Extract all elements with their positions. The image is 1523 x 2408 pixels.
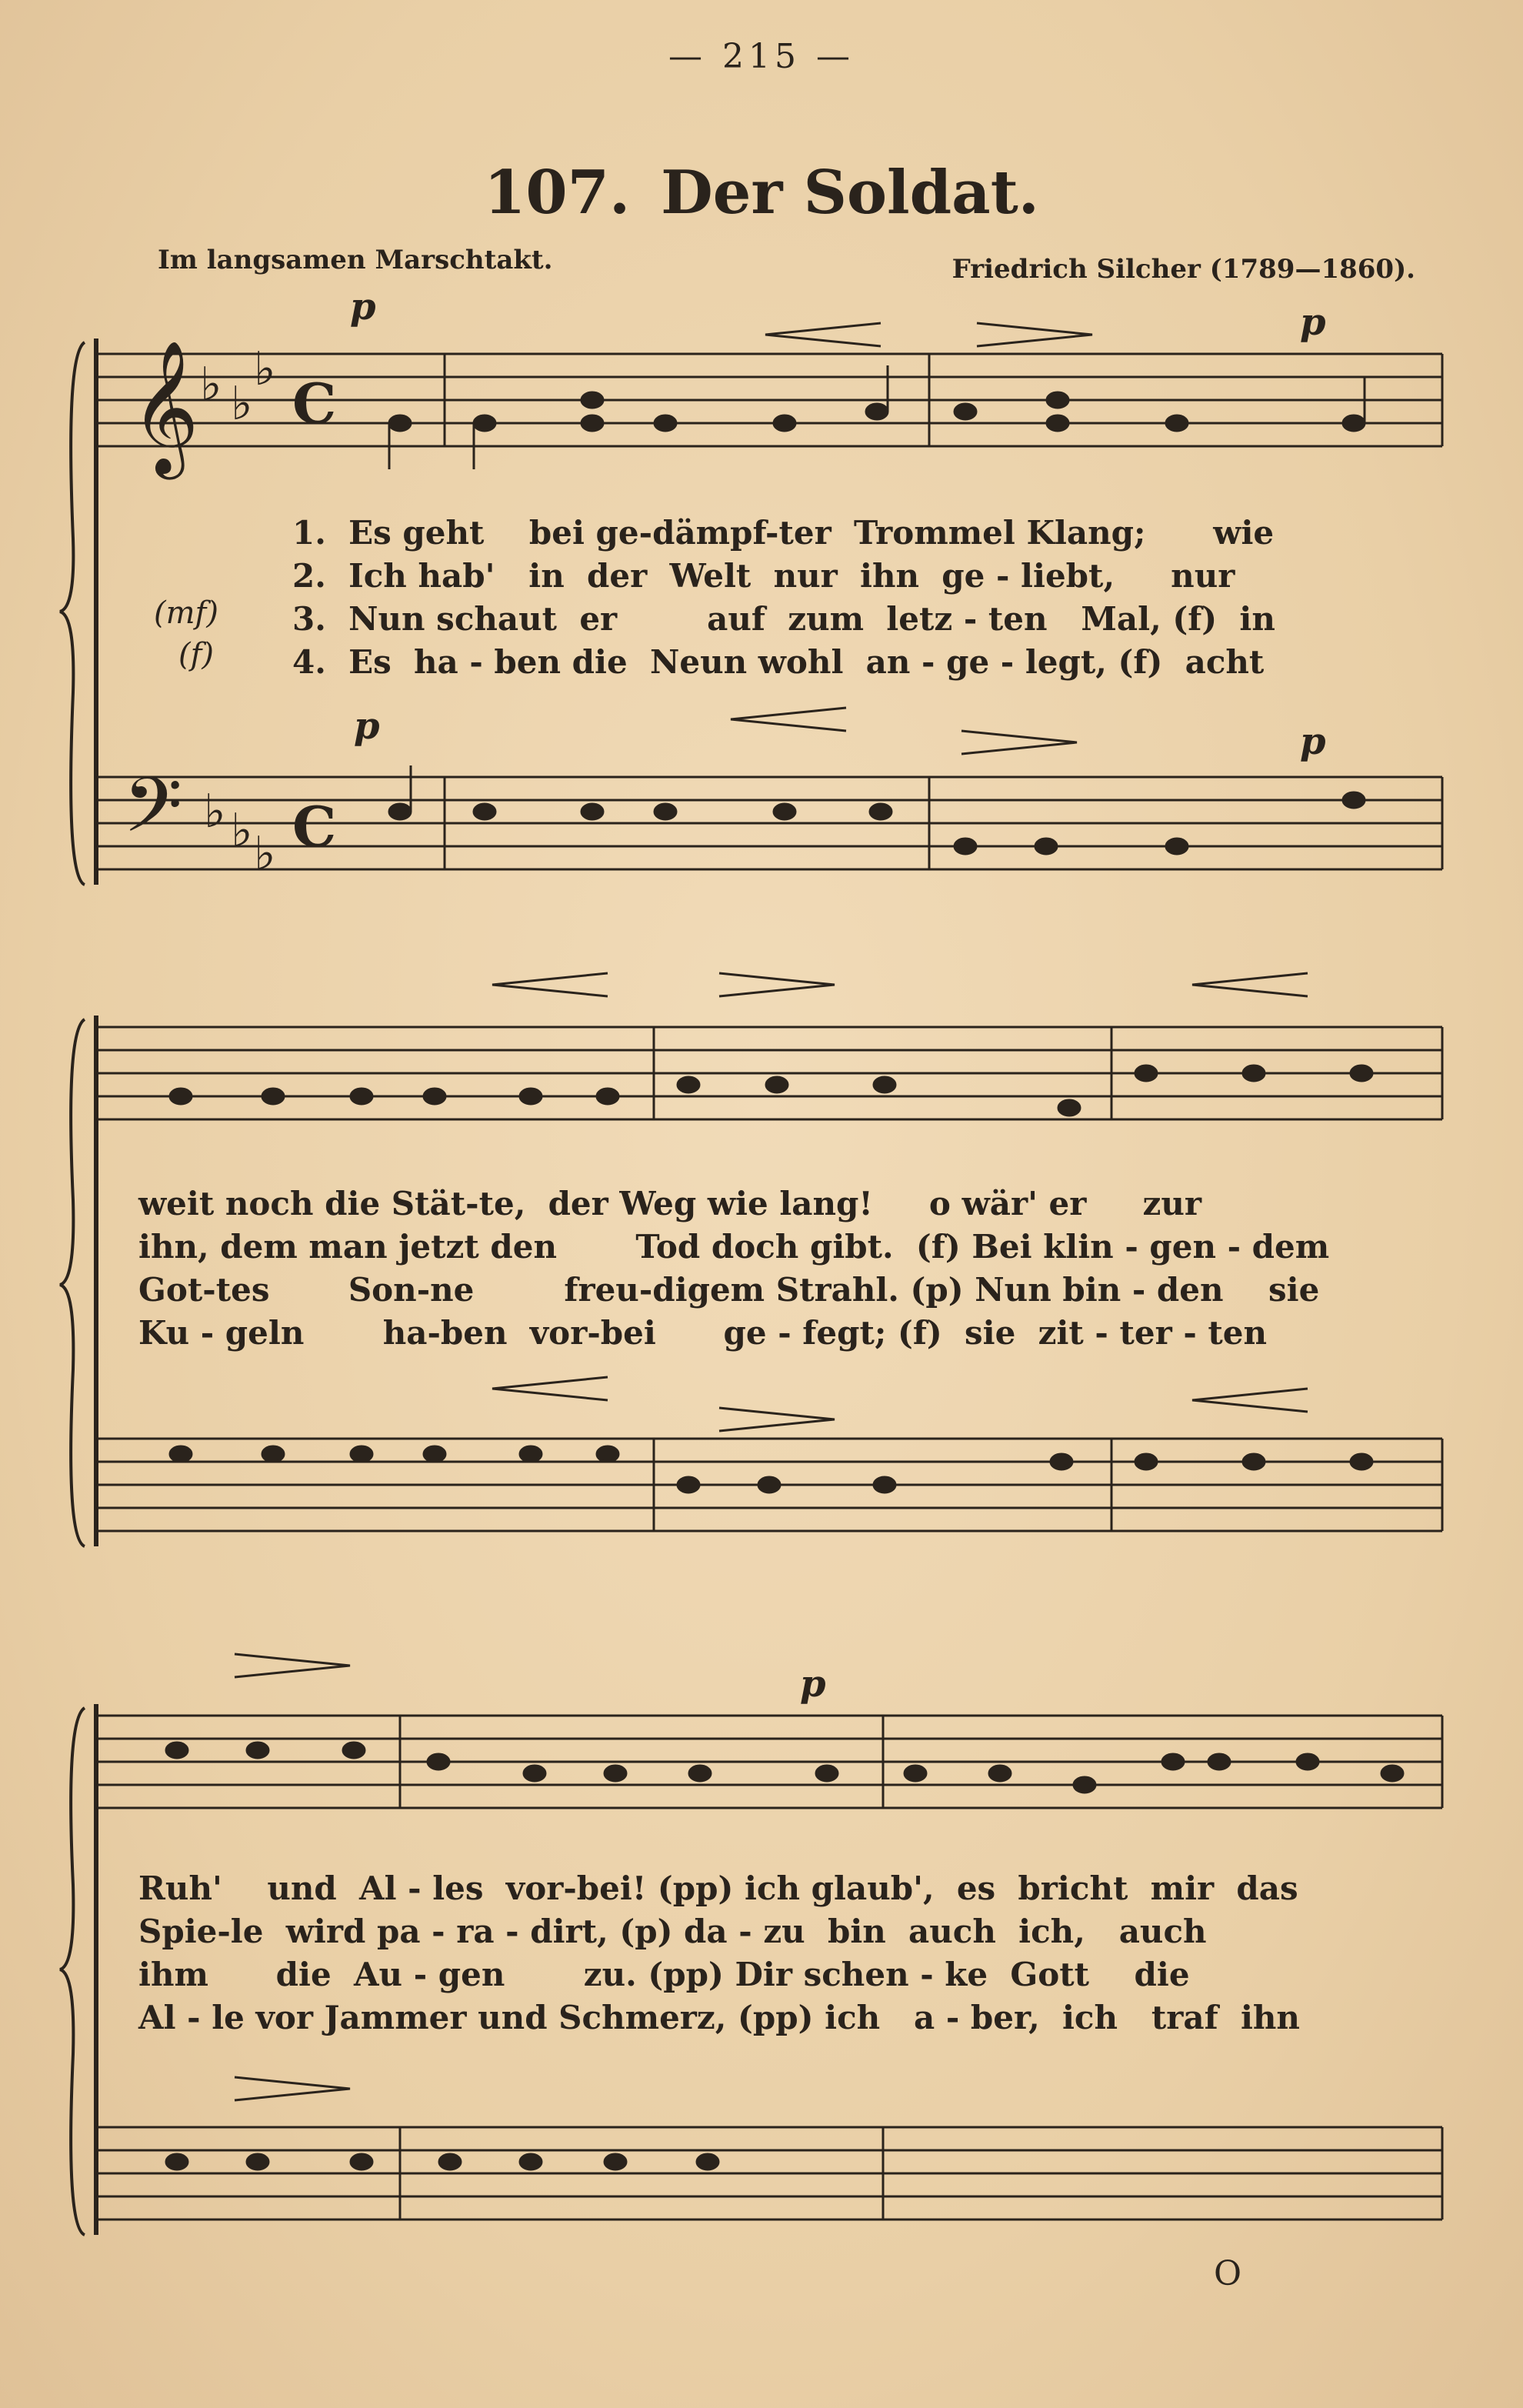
svg-text:♭: ♭	[231, 377, 253, 431]
system3-bass-staff	[96, 2127, 1442, 2220]
system2-lyric-verse2: ihn, dem man jetzt den Tod doch gibt. (f) Bei klin - gen - dem	[138, 1228, 1330, 1266]
dynamic-mf-verse3: (mf)	[154, 595, 218, 631]
system2-lyric-verse4: Ku - geln ha-ben vor-bei ge - fegt; (f) sie zit - ter - ten	[138, 1314, 1268, 1352]
system3-lyric-verse4: Al - le vor Jammer und Schmerz, (pp) ich a - ber, ich traf ihn	[138, 1999, 1300, 2036]
song-number: 107.	[484, 158, 631, 228]
treble-clef-icon: 𝄞	[131, 340, 199, 474]
footer-mark: O	[1214, 2254, 1242, 2293]
system2-lyric-verse3: Got-tes Son-ne freu-digem Strahl. (p) Nun bin - den sie	[138, 1271, 1320, 1309]
svg-text:C: C	[292, 371, 337, 436]
svg-text:♭: ♭	[204, 785, 226, 839]
system2-lyric-verse1: weit noch die Stät-te, der Weg wie lang! o wär' er zur	[138, 1185, 1202, 1222]
system1-lyric-verse1: 1. Es geht bei ge-dämpf-ter Trommel Klang; wie	[292, 514, 1275, 552]
system1-bass-notes	[389, 765, 1365, 854]
song-title-text: Der Soldat.	[661, 158, 1039, 228]
svg-text:♭: ♭	[254, 342, 276, 396]
bass-clef-icon: 𝄢	[123, 762, 183, 869]
system3-treble-staff	[96, 1716, 1442, 1808]
system3-lyric-verse2: Spie-le wird pa - ra - dirt, (p) da - zu bin auch ich, auch	[138, 1913, 1207, 1950]
page-number: — 215 —	[668, 37, 855, 76]
dynamic-p-2: p	[1300, 301, 1326, 344]
dynamic-p-4: p	[1300, 720, 1326, 763]
svg-text:C: C	[292, 794, 337, 859]
system3-bass-notes	[166, 2154, 718, 2170]
system1-treble-notes	[389, 365, 1365, 469]
system1-lyric-verse3: 3. Nun schaut er auf zum letz - ten Mal, (f) in	[292, 600, 1275, 638]
svg-text:♭: ♭	[231, 804, 253, 858]
tempo-marking: Im langsamen Marschtakt.	[158, 245, 553, 275]
system3-lyric-verse3: ihm die Au - gen zu. (pp) Dir schen - ke Gott die	[138, 1956, 1190, 1993]
svg-text:♭: ♭	[254, 827, 276, 881]
composer-credit: Friedrich Silcher (1789—1860).	[951, 254, 1415, 285]
dynamic-p-1: p	[350, 285, 376, 329]
system1-lyric-verse2: 2. Ich hab' in der Welt nur ihn ge - liebt, nur	[292, 557, 1235, 595]
system3-lyric-verse1: Ruh' und Al - les vor-bei! (pp) ich glaub', es bricht mir das	[138, 1869, 1298, 1907]
dynamic-f-verse4: (f)	[178, 637, 215, 672]
svg-text:♭: ♭	[200, 358, 222, 412]
system1-lyric-verse4: 4. Es ha - ben die Neun wohl an - ge - legt, (f) acht	[292, 643, 1265, 681]
dynamic-p-5: p	[800, 1663, 826, 1706]
dynamic-p-3: p	[354, 705, 380, 748]
system2-treble-staff	[96, 1027, 1442, 1119]
